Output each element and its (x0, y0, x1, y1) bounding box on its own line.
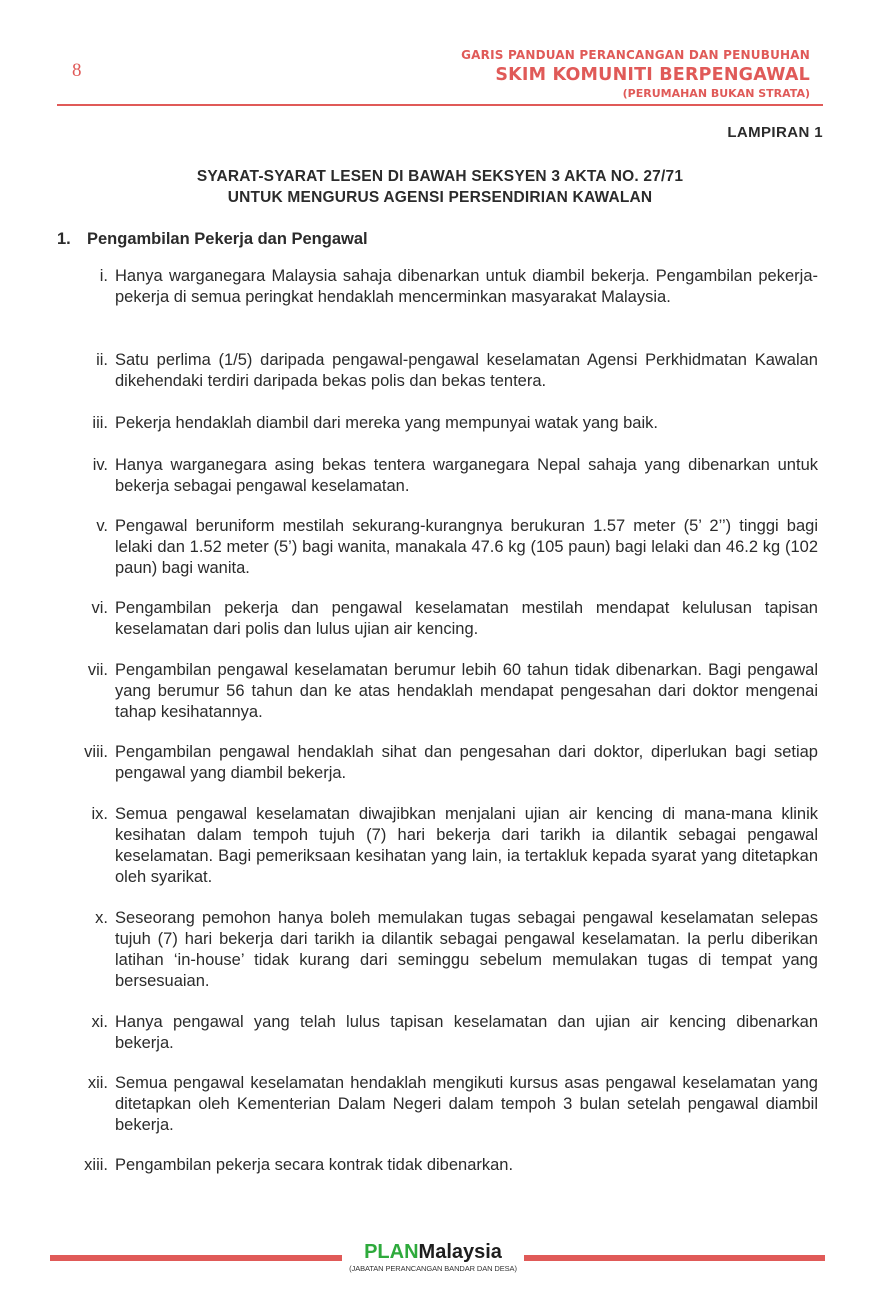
appendix-label: LAMPIRAN 1 (727, 124, 823, 141)
list-item (84, 742, 818, 784)
list-item-number: vi. (91, 599, 108, 617)
list-item (92, 413, 818, 434)
list-item (95, 908, 818, 992)
list-item (99, 266, 818, 308)
header-scheme-title: SKIM KOMUNITI BERPENGAWAL (495, 65, 810, 85)
list-item-number: iii. (92, 414, 108, 432)
list-item (96, 516, 818, 579)
list-item-text: Hanya warganegara Malaysia sahaja dibenarkan untuk diambil bekerja. Pengambilan pekerja-pekerja di semua peringkat hendaklah mencerminkan masyarakat Malaysia. (115, 267, 818, 306)
list-item-number: iv. (92, 456, 108, 474)
list-item-text: Hanya warganegara asing bekas tentera warganegara Nepal sahaja yang dibenarkan untuk bekerja sebagai pengawal keselamatan. (115, 456, 818, 495)
list-item-number: xi. (91, 1013, 108, 1031)
list-item (91, 804, 818, 888)
list-item-number: xii. (87, 1074, 108, 1092)
document-title-line-1: SYARAT-SYARAT LESEN DI BAWAH SEKSYEN 3 AKTA NO. 27/71 (196, 168, 684, 185)
document-title (0, 166, 880, 208)
list-item-text: Seseorang pemohon hanya boleh memulakan tugas sebagai pengawal keselamatan selepas tujuh (7) hari bekerja dari tarikh ia dilantik sebagai pengawal keselamatan. Ia perlu diberikan latihan ‘in-house’ tidak kurang dari seminggu sebelum memulakan tugas di tempat yang bersesuaian. (115, 909, 818, 990)
document-title-line-2: UNTUK MENGURUS AGENSI PERSENDIRIAN KAWALAN (227, 189, 653, 206)
list-item-number: ix. (91, 805, 108, 823)
list-item (87, 660, 818, 723)
header-scheme-subtitle: (PERUMAHAN BUKAN STRATA) (622, 87, 810, 100)
list-item-number: x. (95, 909, 108, 927)
section-number: 1. (57, 230, 71, 248)
logo-subtitle: (JABATAN PERANCANGAN BANDAR DAN DESA) (349, 1264, 517, 1273)
list-item-number: xiii. (84, 1156, 108, 1174)
planmalaysia-logo (343, 1240, 523, 1273)
list-item-number: viii. (84, 743, 108, 761)
logo-malaysia-text: Malaysia (418, 1241, 502, 1263)
list-item-text: Semua pengawal keselamatan hendaklah mengikuti kursus asas pengawal keselamatan yang ditetapkan oleh Kementerian Dalam Negeri dalam tempoh 3 bulan setelah pengawal diambil bekerja. (115, 1074, 818, 1134)
list-item-text: Pengambilan pekerja secara kontrak tidak dibenarkan. (115, 1156, 514, 1174)
list-item (91, 598, 818, 640)
page-number: 8 (72, 60, 82, 81)
list-item-text: Pengawal beruniform mestilah sekurang-kurangnya berukuran 1.57 meter (5’ 2’’) tinggi bagi lelaki dan 1.52 meter (5’) bagi wanita, manakala 47.6 kg (105 paun) bagi lelaki dan 46.2 kg (102 paun) bagi wanita. (115, 517, 818, 577)
list-item-text: Semua pengawal keselamatan diwajibkan menjalani ujian air kencing di mana-mana klinik kesihatan dalam tempoh tujuh (7) hari bekerja dari tarikh ia dilantik sebagai pengawal keselamatan. Bagi pemeriksaan kesihatan yang lain, ia tertakluk kepada syarat yang ditetapkan oleh syarikat. (115, 805, 818, 886)
list-item (92, 455, 818, 497)
list-item-text: Satu perlima (1/5) daripada pengawal-pengawal keselamatan Agensi Perkhidmatan Kawalan dikehendaki terdiri daripada bekas polis dan bekas tentera. (115, 351, 818, 390)
list-item-text: Hanya pengawal yang telah lulus tapisan keselamatan dan ujian air kencing dibenarkan bekerja. (115, 1013, 818, 1052)
header-divider (57, 104, 823, 106)
list-item-number: v. (96, 517, 108, 535)
list-item-text: Pengambilan pengawal keselamatan berumur lebih 60 tahun tidak dibenarkan. Bagi pengawal yang berumur 56 tahun dan ke atas hendaklah mendapat pengesahan dari doktor mengenai tahap kesihatannya. (115, 661, 818, 721)
section-heading (57, 230, 368, 249)
list-item (96, 350, 818, 392)
list-item-text: Pekerja hendaklah diambil dari mereka yang mempunyai watak yang baik. (115, 414, 658, 432)
logo-plan-text: PLAN (364, 1241, 419, 1263)
list-item-number: vii. (87, 661, 108, 679)
list-item-text: Pengambilan pekerja dan pengawal keselamatan mestilah mendapat kelulusan tapisan keselamatan dari polis dan lulus ujian air kencing. (115, 599, 818, 638)
document-header (461, 48, 810, 100)
footer-bar-right (524, 1255, 825, 1261)
list-item-number: i. (99, 267, 108, 285)
header-guideline-title: GARIS PANDUAN PERANCANGAN DAN PENUBUHAN (461, 48, 810, 62)
list-item-text: Pengambilan pengawal hendaklah sihat dan pengesahan dari doktor, diperlukan bagi setiap pengawal yang diambil bekerja. (115, 743, 818, 782)
section-heading-text: Pengambilan Pekerja dan Pengawal (87, 230, 368, 248)
list-item (84, 1155, 818, 1176)
list-item (91, 1012, 818, 1054)
footer-bar-left (50, 1255, 342, 1261)
list-item-number: ii. (96, 351, 108, 369)
list-item (87, 1073, 818, 1136)
